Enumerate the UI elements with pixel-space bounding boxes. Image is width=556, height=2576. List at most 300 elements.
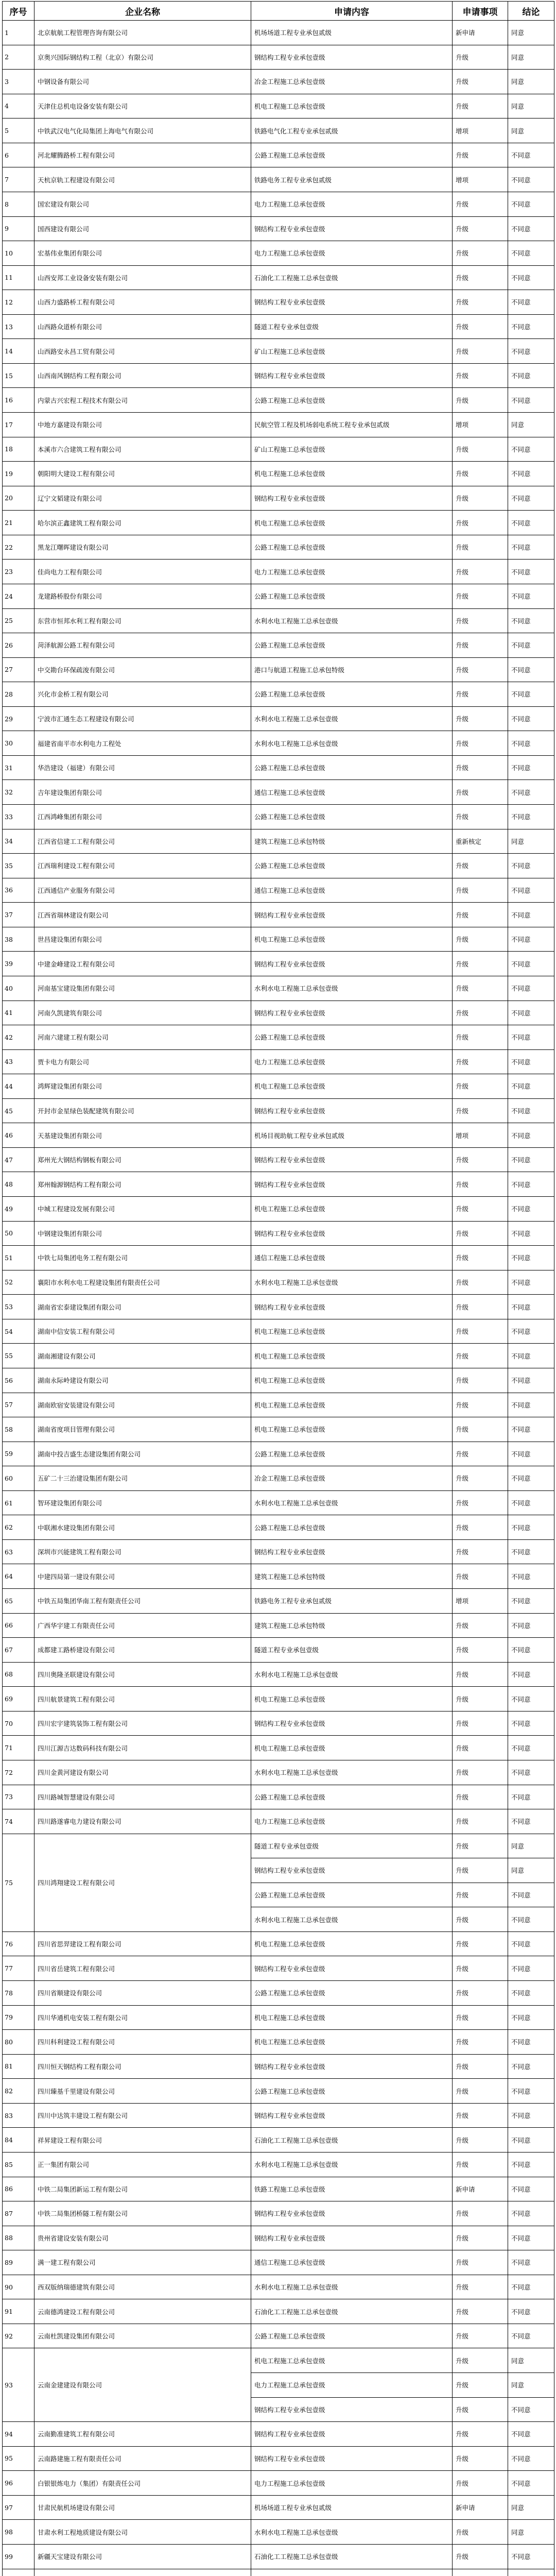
serial-number-cell: 6 xyxy=(3,143,34,167)
company-name-cell: 云南路建施工程有限责任公司 xyxy=(34,2446,251,2471)
application-item-cell: 升级 xyxy=(453,363,508,388)
company-name-cell: 成都建工路桥建设有限公司 xyxy=(34,1638,251,1663)
conclusion-cell: 不同意 xyxy=(508,1809,554,1834)
application-item-cell: 升级 xyxy=(453,608,508,633)
application-content-cell: 水利水电工程施工总承包壹级 xyxy=(251,1490,453,1515)
company-name-cell: 云南德鸿建设工程有限公司 xyxy=(34,2299,251,2324)
application-item-cell: 增项 xyxy=(453,167,508,192)
company-name-cell: 哈尔滨正鑫建筑工程有限公司 xyxy=(34,511,251,535)
application-content-cell: 石油化工工程施工总承包壹级 xyxy=(251,2299,453,2324)
conclusion-cell: 不同意 xyxy=(508,1760,554,1785)
company-name-cell: 中建金峰建设工程有限公司 xyxy=(34,952,251,976)
company-name-cell: 贵州省建设安装有限公司 xyxy=(34,2226,251,2250)
company-name-cell: 天津住总机电设备安装有限公司 xyxy=(34,94,251,118)
company-name-cell: 河南六建建工程有限公司 xyxy=(34,1025,251,1050)
company-name-cell: 天杭京轨工程建设有限公司 xyxy=(34,167,251,192)
table-row xyxy=(3,1834,554,1858)
table-row xyxy=(3,633,554,658)
conclusion-cell: 不同意 xyxy=(508,1613,554,1638)
company-name-cell: 甘肃民航机场建设有限公司 xyxy=(34,2495,251,2520)
serial-number-cell: 68 xyxy=(3,1662,34,1687)
application-item-cell: 升级 xyxy=(453,2373,508,2398)
conclusion-cell: 不同意 xyxy=(508,1687,554,1711)
header-application-item: 申请事项 xyxy=(453,2,508,21)
serial-number-cell: 8 xyxy=(3,192,34,216)
company-name-cell: 四川路遂睿电力建设有限公司 xyxy=(34,1809,251,1834)
table-row xyxy=(3,1123,554,1148)
serial-number-cell: 63 xyxy=(3,1539,34,1564)
conclusion-cell: 不同意 xyxy=(508,314,554,339)
serial-number-cell: 5 xyxy=(3,118,34,143)
company-name-cell: 黑龙江曙晖建设有限公司 xyxy=(34,535,251,560)
serial-number-cell: 56 xyxy=(3,1368,34,1393)
application-item-cell: 升级 xyxy=(453,1246,508,1270)
table-row xyxy=(3,1539,554,1564)
serial-number-cell: 67 xyxy=(3,1638,34,1663)
table-row xyxy=(3,1442,554,1466)
application-content-cell: 水利水电工程施工总承包壹级 xyxy=(251,1270,453,1295)
serial-number-cell: 95 xyxy=(3,2446,34,2471)
application-content-cell: 钢结构工程专业承包壹级 xyxy=(251,1956,453,1981)
serial-number-cell: 81 xyxy=(3,2054,34,2079)
conclusion-cell: 不同意 xyxy=(508,1931,554,1956)
table-row xyxy=(3,927,554,952)
application-item-cell: 升级 xyxy=(453,1687,508,1711)
application-content-cell: 石油化工工程施工总承包壹级 xyxy=(251,2544,453,2569)
company-name-cell: 深圳市兴能建筑工程有限公司 xyxy=(34,1539,251,1564)
application-item-cell: 升级 xyxy=(453,780,508,805)
application-item-cell: 升级 xyxy=(453,903,508,927)
application-item-cell: 升级 xyxy=(453,2005,508,2030)
company-name-cell: 四川臻基千里建设有限公司 xyxy=(34,2079,251,2104)
table-row xyxy=(3,2030,554,2055)
company-name-cell: 甘肃水利工程地质建设有限公司 xyxy=(34,2520,251,2545)
table-row xyxy=(3,1001,554,1025)
conclusion-cell: 不同意 xyxy=(508,1539,554,1564)
table-row xyxy=(3,1025,554,1050)
conclusion-cell: 同意 xyxy=(508,1858,554,1883)
serial-number-cell: 29 xyxy=(3,706,34,731)
approval-table xyxy=(2,1,554,2576)
company-name-cell: 天基建设集团有限公司 xyxy=(34,1123,251,1148)
application-item-cell: 升级 xyxy=(453,192,508,216)
conclusion-cell: 不同意 xyxy=(508,2201,554,2226)
serial-number-cell: 60 xyxy=(3,1466,34,1491)
application-content-cell: 机电工程施工总承包壹级 xyxy=(251,1368,453,1393)
table-row xyxy=(3,192,554,216)
application-item-cell: 升级 xyxy=(453,2079,508,2104)
conclusion-cell: 不同意 xyxy=(508,657,554,682)
application-item-cell: 升级 xyxy=(453,1907,508,1932)
application-item-cell: 新申请 xyxy=(453,2177,508,2201)
table-row xyxy=(3,21,554,45)
application-content-cell: 公路工程施工总承包壹级 xyxy=(251,633,453,658)
company-name-cell: 山西力盛路桥工程有限公司 xyxy=(34,290,251,315)
serial-number-cell: 43 xyxy=(3,1049,34,1074)
application-item-cell: 升级 xyxy=(453,1074,508,1099)
application-content-cell: 公路工程施工总承包壹级 xyxy=(251,805,453,829)
conclusion-cell: 不同意 xyxy=(508,192,554,216)
application-item-cell: 升级 xyxy=(453,1270,508,1295)
conclusion-cell: 不同意 xyxy=(508,1711,554,1736)
company-name-cell: 中铁七局集团电务工程有限公司 xyxy=(34,1246,251,1270)
application-item-cell: 升级 xyxy=(453,2128,508,2153)
application-item-cell: 升级 xyxy=(453,878,508,903)
application-content-cell: 矿山工程施工总承包壹级 xyxy=(251,437,453,462)
conclusion-cell: 不同意 xyxy=(508,1123,554,1148)
application-content-cell: 机电工程施工总承包壹级 xyxy=(251,1344,453,1368)
serial-number-cell: 17 xyxy=(3,413,34,437)
company-name-cell: 宏基伟业集团有限公司 xyxy=(34,241,251,266)
serial-number-cell: 16 xyxy=(3,388,34,413)
table-row xyxy=(3,2569,554,2576)
application-content-cell: 公路工程施工总承包壹级 xyxy=(251,1442,453,1466)
company-name-cell: 四川科利建设工程有限公司 xyxy=(34,2030,251,2055)
application-item-cell: 升级 xyxy=(453,339,508,364)
conclusion-cell: 不同意 xyxy=(508,1883,554,1907)
application-item-cell: 增项 xyxy=(453,1589,508,1614)
application-content-cell: 钢结构工程专业承包壹级 xyxy=(251,1172,453,1197)
serial-number-cell: 4 xyxy=(3,94,34,118)
application-content-cell: 钢结构工程专业承包壹级 xyxy=(251,1147,453,1172)
company-name-cell: 四川省思羿建设工程有限公司 xyxy=(34,1931,251,1956)
application-content-cell: 公路工程施工总承包壹级 xyxy=(251,1515,453,1540)
table-row xyxy=(3,413,554,437)
application-item-cell: 升级 xyxy=(453,388,508,413)
table-row xyxy=(3,755,554,780)
serial-number-cell: 85 xyxy=(3,2152,34,2177)
serial-number-cell: 30 xyxy=(3,731,34,756)
table-row xyxy=(3,1564,554,1589)
serial-number-cell: 52 xyxy=(3,1270,34,1295)
company-name-cell: 内蒙古兴宏程工程技术有限公司 xyxy=(34,388,251,413)
table-row xyxy=(3,2520,554,2545)
table-row xyxy=(3,216,554,241)
application-item-cell: 升级 xyxy=(453,1025,508,1050)
conclusion-cell: 不同意 xyxy=(508,1172,554,1197)
company-name-cell: 湖南湘建设有限公司 xyxy=(34,1344,251,1368)
application-item-cell: 升级 xyxy=(453,2201,508,2226)
table-row xyxy=(3,2471,554,2496)
application-item-cell: 升级 xyxy=(453,1956,508,1981)
application-content-cell: 机电工程施工总承包壹级 xyxy=(251,1393,453,1417)
serial-number-cell: 26 xyxy=(3,633,34,658)
application-item-cell: 增项 xyxy=(453,413,508,437)
company-name-cell: 四川省岳建筑工程有限公司 xyxy=(34,1956,251,1981)
application-content-cell: 钢结构工程专业承包壹级 xyxy=(251,1221,453,1246)
application-content-cell: 钢结构工程专业承包壹级 xyxy=(251,216,453,241)
conclusion-cell: 不同意 xyxy=(508,1638,554,1663)
conclusion-cell: 同意 xyxy=(508,2348,554,2373)
serial-number-cell: 42 xyxy=(3,1025,34,1050)
table-row xyxy=(3,94,554,118)
table-row xyxy=(3,2005,554,2030)
application-content-cell: 港口与航道工程施工总承包特级 xyxy=(251,657,453,682)
company-name-cell: 江西省信建工工程有限公司 xyxy=(34,829,251,854)
serial-number-cell: 35 xyxy=(3,854,34,878)
conclusion-cell: 不同意 xyxy=(508,2128,554,2153)
conclusion-cell: 不同意 xyxy=(508,265,554,290)
conclusion-cell: 不同意 xyxy=(508,339,554,364)
serial-number-cell: 70 xyxy=(3,1711,34,1736)
table-row xyxy=(3,2324,554,2348)
conclusion-cell: 不同意 xyxy=(508,1246,554,1270)
conclusion-cell: 不同意 xyxy=(508,290,554,315)
table-row xyxy=(3,1319,554,1344)
application-item-cell: 升级 xyxy=(453,1442,508,1466)
application-content-cell: 钢结构工程专业承包壹级 xyxy=(251,486,453,511)
application-content-cell: 机电工程施工总承包壹级 xyxy=(251,511,453,535)
application-item-cell: 升级 xyxy=(453,535,508,560)
application-item-cell: 新申请 xyxy=(453,21,508,45)
company-name-cell: 郑州翰源钢结构工程有限公司 xyxy=(34,1172,251,1197)
application-content-cell: 钢结构工程专业承包壹级 xyxy=(251,2446,453,2471)
conclusion-cell: 不同意 xyxy=(508,535,554,560)
table-row xyxy=(3,1589,554,1614)
table-row xyxy=(3,952,554,976)
company-name-cell: 智环建设集团有限公司 xyxy=(34,1490,251,1515)
application-content-cell: 公路工程施工总承包壹级 xyxy=(251,143,453,167)
application-content-cell: 钢结构工程专业承包壹级 xyxy=(251,2397,453,2422)
table-row xyxy=(3,2250,554,2275)
company-name-cell: 吉年建设集团有限公司 xyxy=(34,780,251,805)
serial-number-cell: 50 xyxy=(3,1221,34,1246)
table-row xyxy=(3,1638,554,1663)
table-row xyxy=(3,2348,554,2373)
application-item-cell: 升级 xyxy=(453,1564,508,1589)
application-content-cell: 电力工程施工总承包壹级 xyxy=(251,2471,453,2496)
application-item-cell: 升级 xyxy=(453,584,508,608)
application-content-cell: 建筑工程施工总承包特级 xyxy=(251,1613,453,1638)
table-row xyxy=(3,1809,554,1834)
application-content-cell: 钢结构工程专业承包壹级 xyxy=(251,2054,453,2079)
table-body xyxy=(3,21,554,2576)
application-content-cell: 电力工程施工总承包壹级 xyxy=(251,1049,453,1074)
serial-number-cell: 92 xyxy=(3,2324,34,2348)
application-content-cell: 钢结构工程专业承包壹级 xyxy=(251,2422,453,2447)
application-content-cell: 公路工程施工总承包壹级 xyxy=(251,388,453,413)
serial-number-cell: 98 xyxy=(3,2520,34,2545)
application-content-cell: 铁路电务工程专业承包贰级 xyxy=(251,167,453,192)
conclusion-cell: 不同意 xyxy=(508,1564,554,1589)
application-item-cell: 升级 xyxy=(453,2544,508,2569)
conclusion-cell: 不同意 xyxy=(508,2152,554,2177)
conclusion-cell: 不同意 xyxy=(508,363,554,388)
table-row xyxy=(3,290,554,315)
application-item-cell: 升级 xyxy=(453,2446,508,2471)
conclusion-cell: 不同意 xyxy=(508,2471,554,2496)
application-content-cell: 电力工程施工总承包壹级 xyxy=(251,241,453,266)
company-name-cell: 山西路安永昌工贸有限公司 xyxy=(34,339,251,364)
application-item-cell: 升级 xyxy=(453,1736,508,1760)
serial-number-cell xyxy=(3,2569,34,2576)
application-item-cell: 升级 xyxy=(453,1172,508,1197)
table-row xyxy=(3,1662,554,1687)
conclusion-cell: 不同意 xyxy=(508,1368,554,1393)
serial-number-cell: 83 xyxy=(3,2103,34,2128)
table-row xyxy=(3,903,554,927)
application-item-cell: 升级 xyxy=(453,2250,508,2275)
company-name-cell: 国西建设有限公司 xyxy=(34,216,251,241)
application-item-cell: 升级 xyxy=(453,1197,508,1222)
company-name-cell: 四川奥隆圣联建设有限公司 xyxy=(34,1662,251,1687)
application-content-cell: 钢结构工程专业承包壹级 xyxy=(251,1295,453,1319)
conclusion-cell: 不同意 xyxy=(508,2299,554,2324)
company-name-cell: 湖南永际岭建设有限公司 xyxy=(34,1368,251,1393)
company-name-cell: 京奥兴国际钢结构工程（北京）有限公司 xyxy=(34,45,251,70)
company-name-cell: 中交勘台环保疏浚有限公司 xyxy=(34,657,251,682)
application-content-cell: 机电工程施工总承包壹级 xyxy=(251,2348,453,2373)
company-name-cell: 湖南欧宿安装建设有限公司 xyxy=(34,1393,251,1417)
company-name-cell: 佳尚电力工程有限公司 xyxy=(34,560,251,584)
application-item-cell: 升级 xyxy=(453,143,508,167)
company-name-cell: 正一集团有限公司 xyxy=(34,2152,251,2177)
application-item-cell: 升级 xyxy=(453,437,508,462)
conclusion-cell: 不同意 xyxy=(508,952,554,976)
serial-number-cell: 40 xyxy=(3,976,34,1001)
company-name-cell: 菏泽航源公路工程有限公司 xyxy=(34,633,251,658)
conclusion-cell: 不同意 xyxy=(508,1515,554,1540)
conclusion-cell: 不同意 xyxy=(508,1098,554,1123)
company-name-cell: 贾卡电力有限公司 xyxy=(34,1049,251,1074)
application-item-cell: 升级 xyxy=(453,1785,508,1809)
company-name-cell: 广西华宇建工有限责任公司 xyxy=(34,1613,251,1638)
conclusion-cell: 不同意 xyxy=(508,1319,554,1344)
table-row xyxy=(3,1393,554,1417)
application-item-cell: 升级 xyxy=(453,1319,508,1344)
table-row xyxy=(3,437,554,462)
serial-number-cell: 27 xyxy=(3,657,34,682)
application-content-cell: 机电工程施工总承包壹级 xyxy=(251,1417,453,1442)
application-content-cell: 通信工程施工总承包壹级 xyxy=(251,780,453,805)
conclusion-cell: 同意 xyxy=(508,94,554,118)
company-name-cell: 云南金建建设有限公司 xyxy=(34,2348,251,2422)
table-row xyxy=(3,1490,554,1515)
application-content-cell: 钢结构工程专业承包壹级 xyxy=(251,952,453,976)
serial-number-cell: 97 xyxy=(3,2495,34,2520)
conclusion-cell: 不同意 xyxy=(508,1049,554,1074)
company-name-cell: 满一建工程有限公司 xyxy=(34,2250,251,2275)
serial-number-cell: 9 xyxy=(3,216,34,241)
application-item-cell: 增项 xyxy=(453,118,508,143)
serial-number-cell: 46 xyxy=(3,1123,34,1148)
conclusion-cell: 不同意 xyxy=(508,2226,554,2250)
serial-number-cell: 34 xyxy=(3,829,34,854)
application-content-cell: 机电工程施工总承包壹级 xyxy=(251,462,453,486)
application-content-cell: 机电工程施工总承包壹级 xyxy=(251,1319,453,1344)
application-item-cell: 升级 xyxy=(453,1417,508,1442)
application-item-cell: 升级 xyxy=(453,1834,508,1858)
conclusion-cell xyxy=(508,2569,554,2576)
application-content-cell: 冶金工程施工总承包壹级 xyxy=(251,1466,453,1491)
serial-number-cell: 90 xyxy=(3,2275,34,2299)
serial-number-cell: 86 xyxy=(3,2177,34,2201)
application-content-cell: 机电工程施工总承包壹级 xyxy=(251,1197,453,1222)
application-item-cell: 升级 xyxy=(453,216,508,241)
table-row xyxy=(3,265,554,290)
application-content-cell: 水利水电工程施工总承包壹级 xyxy=(251,1662,453,1687)
company-name-cell: 四川鸿翔建设工程有限公司 xyxy=(34,1834,251,1931)
application-item-cell: 升级 xyxy=(453,290,508,315)
company-name-cell: 中铁武汉电气化局集团上海电气有限公司 xyxy=(34,118,251,143)
conclusion-cell: 不同意 xyxy=(508,1221,554,1246)
serial-number-cell: 87 xyxy=(3,2201,34,2226)
serial-number-cell: 58 xyxy=(3,1417,34,1442)
table-row xyxy=(3,1221,554,1246)
conclusion-cell: 不同意 xyxy=(508,143,554,167)
table-row xyxy=(3,854,554,878)
table-row xyxy=(3,1931,554,1956)
company-name-cell: 世昌建设集团有限公司 xyxy=(34,927,251,952)
application-content-cell: 钢结构工程专业承包壹级 xyxy=(251,1539,453,1564)
application-item-cell: 升级 xyxy=(453,1515,508,1540)
application-content-cell: 通信工程施工总承包壹级 xyxy=(251,2250,453,2275)
serial-number-cell: 69 xyxy=(3,1687,34,1711)
application-content-cell: 公路工程施工总承包壹级 xyxy=(251,854,453,878)
serial-number-cell: 24 xyxy=(3,584,34,608)
application-content-cell: 机电工程施工总承包壹级 xyxy=(251,2030,453,2055)
table-row xyxy=(3,1197,554,1222)
application-item-cell: 升级 xyxy=(453,511,508,535)
serial-number-cell: 53 xyxy=(3,1295,34,1319)
application-item-cell: 升级 xyxy=(453,560,508,584)
application-content-cell: 公路工程施工总承包壹级 xyxy=(251,1025,453,1050)
company-name-cell: 湖南省宏泰建设集团有限公司 xyxy=(34,1295,251,1319)
application-item-cell: 升级 xyxy=(453,94,508,118)
application-content-cell: 公路工程施工总承包壹级 xyxy=(251,2324,453,2348)
application-content-cell: 水利水电工程施工总承包壹级 xyxy=(251,2520,453,2545)
application-content-cell: 水利水电工程施工总承包壹级 xyxy=(251,2152,453,2177)
company-name-cell: 国宏建设有限公司 xyxy=(34,192,251,216)
table-row xyxy=(3,511,554,535)
serial-number-cell: 62 xyxy=(3,1515,34,1540)
application-content-cell: 公路工程施工总承包壹级 xyxy=(251,1883,453,1907)
serial-number-cell: 2 xyxy=(3,45,34,70)
company-name-cell: 江西省瑞林建设有限公司 xyxy=(34,903,251,927)
application-item-cell: 升级 xyxy=(453,2422,508,2447)
application-content-cell: 机场目视助航工程专业承包贰级 xyxy=(251,1123,453,1148)
application-content-cell: 电力工程施工总承包壹级 xyxy=(251,192,453,216)
table-row xyxy=(3,1270,554,1295)
application-content-cell: 钢结构工程专业承包壹级 xyxy=(251,903,453,927)
table-row xyxy=(3,2299,554,2324)
application-content-cell: 钢结构工程专业承包壹级 xyxy=(251,1711,453,1736)
serial-number-cell: 19 xyxy=(3,462,34,486)
table-row xyxy=(3,1098,554,1123)
header-serial-number: 序号 xyxy=(3,2,34,21)
serial-number-cell: 93 xyxy=(3,2348,34,2422)
serial-number-cell: 38 xyxy=(3,927,34,952)
serial-number-cell: 3 xyxy=(3,70,34,94)
serial-number-cell: 20 xyxy=(3,486,34,511)
conclusion-cell: 不同意 xyxy=(508,388,554,413)
company-name-cell: 中钢设备有限公司 xyxy=(34,70,251,94)
conclusion-cell: 不同意 xyxy=(508,2005,554,2030)
conclusion-cell: 不同意 xyxy=(508,1442,554,1466)
table-row xyxy=(3,731,554,756)
application-item-cell: 升级 xyxy=(453,1711,508,1736)
serial-number-cell: 33 xyxy=(3,805,34,829)
application-content-cell: 公路工程施工总承包壹级 xyxy=(251,1981,453,2006)
application-content-cell: 铁路电气化工程专业承包贰级 xyxy=(251,118,453,143)
company-name-cell: 五矿二十三治建设集团有限公司 xyxy=(34,1466,251,1491)
application-item-cell: 升级 xyxy=(453,486,508,511)
table-row xyxy=(3,976,554,1001)
serial-number-cell: 59 xyxy=(3,1442,34,1466)
table-row xyxy=(3,70,554,94)
company-name-cell: 四川恒天钢结构工程有限公司 xyxy=(34,2054,251,2079)
conclusion-cell: 不同意 xyxy=(508,682,554,707)
